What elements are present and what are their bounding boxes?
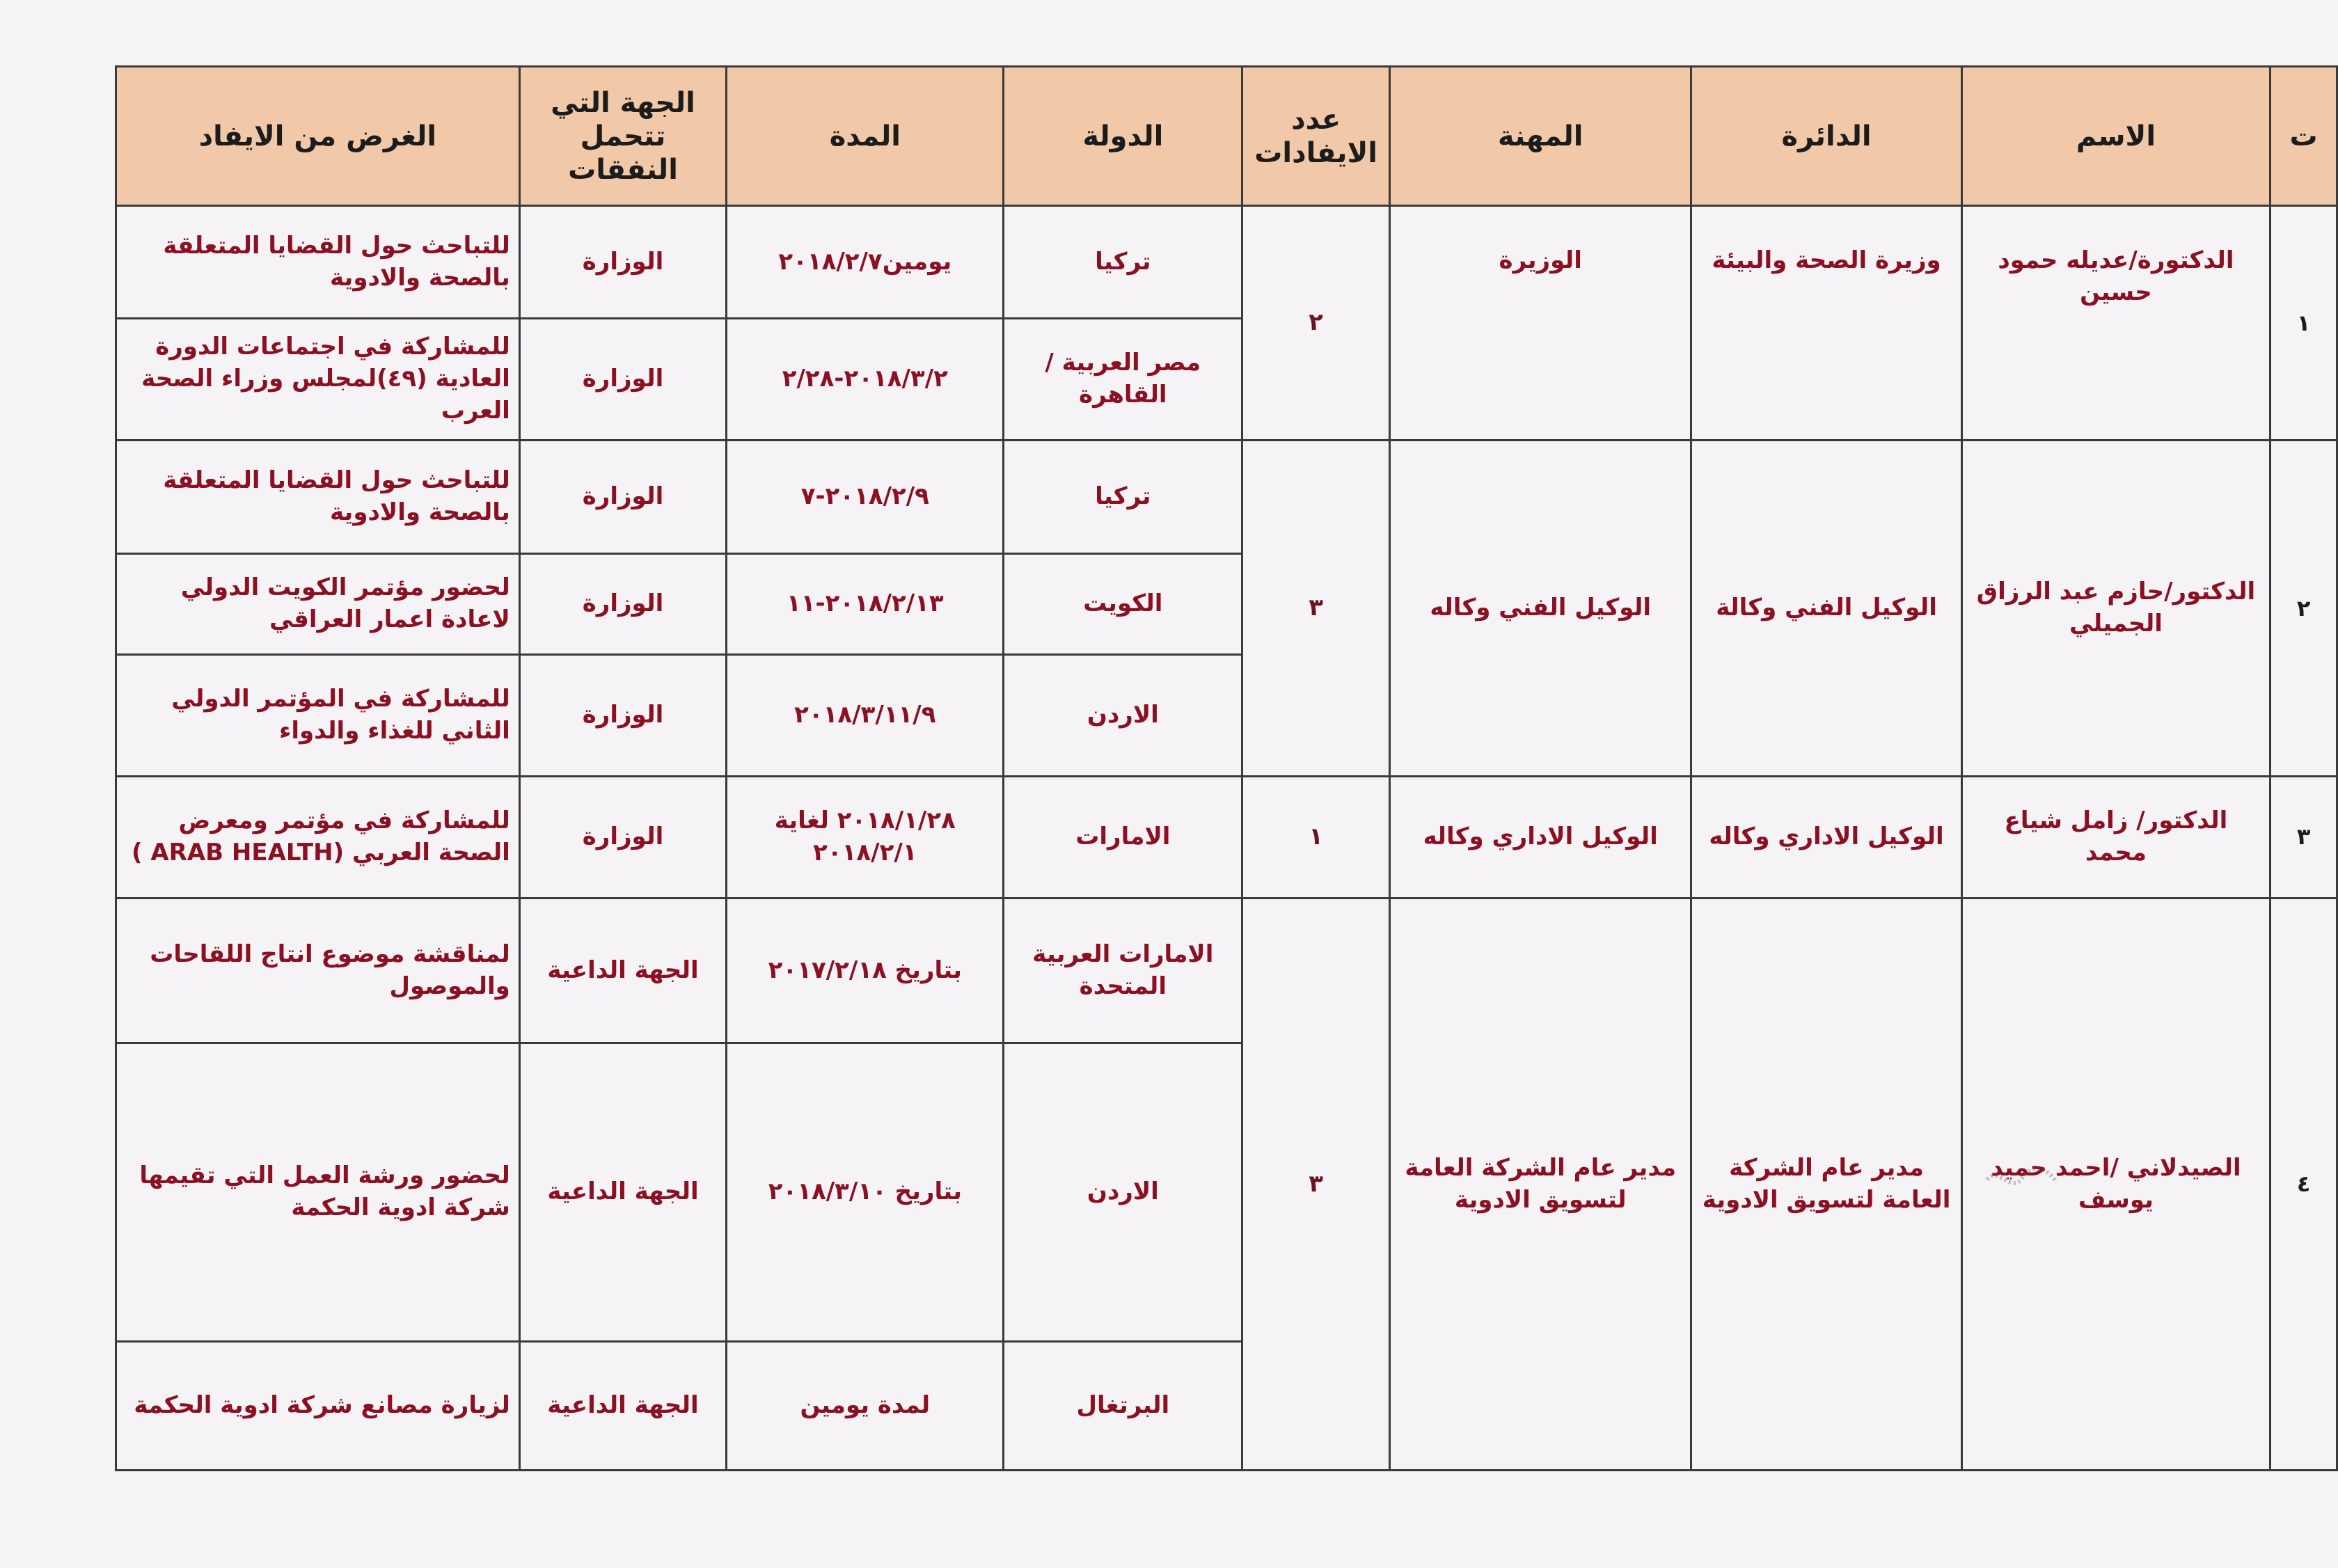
trip-payer: الوزارة [519,319,726,441]
delegation-count: ٢ [1242,206,1390,441]
trip-payer: الوزارة [519,206,726,319]
row-index: ١ [2270,206,2337,441]
person-department: مدير عام الشركة العامة لتسويق الادوية [1691,898,1961,1471]
table-row [116,898,2337,1043]
person-department: الوكيل الاداري وكاله [1691,776,1961,898]
trip-country: تركيا [1004,441,1242,553]
table-row [116,206,2337,319]
trip-country: الاردن [1004,654,1242,776]
person-name: الدكتورة/عديله حمود حسين [1961,206,2270,441]
trip-duration: لمدة يومين [727,1341,1004,1470]
trip-duration: ٢٠١٨/١/٢٨ لغاية ٢٠١٨/٢/١ [727,776,1004,898]
trip-payer: الوزارة [519,553,726,654]
header-row [116,67,2337,206]
person-profession: الوكيل الاداري وكاله [1389,776,1691,898]
trip-duration: بتاريخ ٢٠١٨/٣/١٠ [727,1043,1004,1341]
trip-purpose: لحضور مؤتمر الكويت الدولي لاعادة اعمار العراقي [116,553,520,654]
header-profession: المهنة [1389,67,1691,206]
header-country: الدولة [1004,67,1242,206]
trip-country: الامارات [1004,776,1242,898]
delegation-count: ٣ [1242,898,1390,1471]
trip-duration: ٢٠١٨/٢/١٣-١١ [727,553,1004,654]
row-index: ٣ [2270,776,2337,898]
header-duration: المدة [727,67,1004,206]
trip-purpose: للتباحث حول القضايا المتعلقة بالصحة والادوية [116,206,520,319]
trip-purpose: للمشاركة في المؤتمر الدولي الثاني للغذاء والدواء [116,654,520,776]
header-purpose: الغرض من الايفاد [116,67,520,206]
trip-duration: بتاريخ ٢٠١٧/٢/١٨ [727,898,1004,1043]
person-department: وزيرة الصحة والبيئة [1691,206,1961,441]
trip-country: الاردن [1004,1043,1242,1341]
header-count: عدد الايفادات [1242,67,1390,206]
header-index: ت [2270,67,2337,206]
row-index: ٢ [2270,441,2337,777]
row-index: ٤ [2270,898,2337,1471]
person-name: الصيدلاني /احمد حميد يوسف [1961,898,2270,1471]
person-profession: الوكيل الفني وكاله [1389,441,1691,777]
delegation-count: ٣ [1242,441,1390,777]
trip-purpose: لمناقشة موضوع انتاج اللقاحات والموصول [116,898,520,1043]
person-profession: مدير عام الشركة العامة لتسويق الادوية [1389,898,1691,1471]
trip-duration: ٢٠١٨/٣/٢-٢/٢٨ [727,319,1004,441]
delegation-count: ١ [1242,776,1390,898]
trip-country: تركيا [1004,206,1242,319]
person-department: الوكيل الفني وكالة [1691,441,1961,777]
trip-purpose: لحضور ورشة العمل التي تقيمها شركة ادوية الحكمة [116,1043,520,1341]
trip-payer: الجهة الداعية [519,898,726,1043]
table-row [116,441,2337,553]
trip-purpose: للتباحث حول القضايا المتعلقة بالصحة والادوية [116,441,520,553]
trip-country: البرتغال [1004,1341,1242,1470]
table-row [116,776,2337,898]
trip-payer: الجهة الداعية [519,1341,726,1470]
trip-duration: ٢٠١٨/٢/٩-٧ [727,441,1004,553]
header-payer: الجهة التي تتحمل النفقات [519,67,726,206]
trip-payer: الجهة الداعية [519,1043,726,1341]
trip-payer: الوزارة [519,776,726,898]
delegations-table [115,65,2338,1471]
person-name: الدكتور/حازم عبد الرزاق الجميلي [1961,441,2270,777]
header-name: الاسم [1961,67,2270,206]
trip-country: الامارات العربية المتحدة [1004,898,1242,1043]
trip-purpose: لزيارة مصانع شركة ادوية الحكمة [116,1341,520,1470]
trip-purpose: للمشاركة في مؤتمر ومعرض الصحة العربي (ARAB HEALTH ) [116,776,520,898]
person-name: الدكتور/ زامل شياع محمد [1961,776,2270,898]
trip-country: الكويت [1004,553,1242,654]
header-department: الدائرة [1691,67,1961,206]
trip-country: مصر العربية /القاهرة [1004,319,1242,441]
trip-purpose: للمشاركة في اجتماعات الدورة العادية (٤٩)لمجلس وزراء الصحة العرب [116,319,520,441]
person-profession: الوزيرة [1389,206,1691,441]
ink-smudge-mark [1980,1159,2064,1201]
trip-payer: الوزارة [519,654,726,776]
trip-payer: الوزارة [519,441,726,553]
trip-duration: يومين٢٠١٨/٢/٧ [727,206,1004,319]
trip-duration: ٢٠١٨/٣/١١/٩ [727,654,1004,776]
